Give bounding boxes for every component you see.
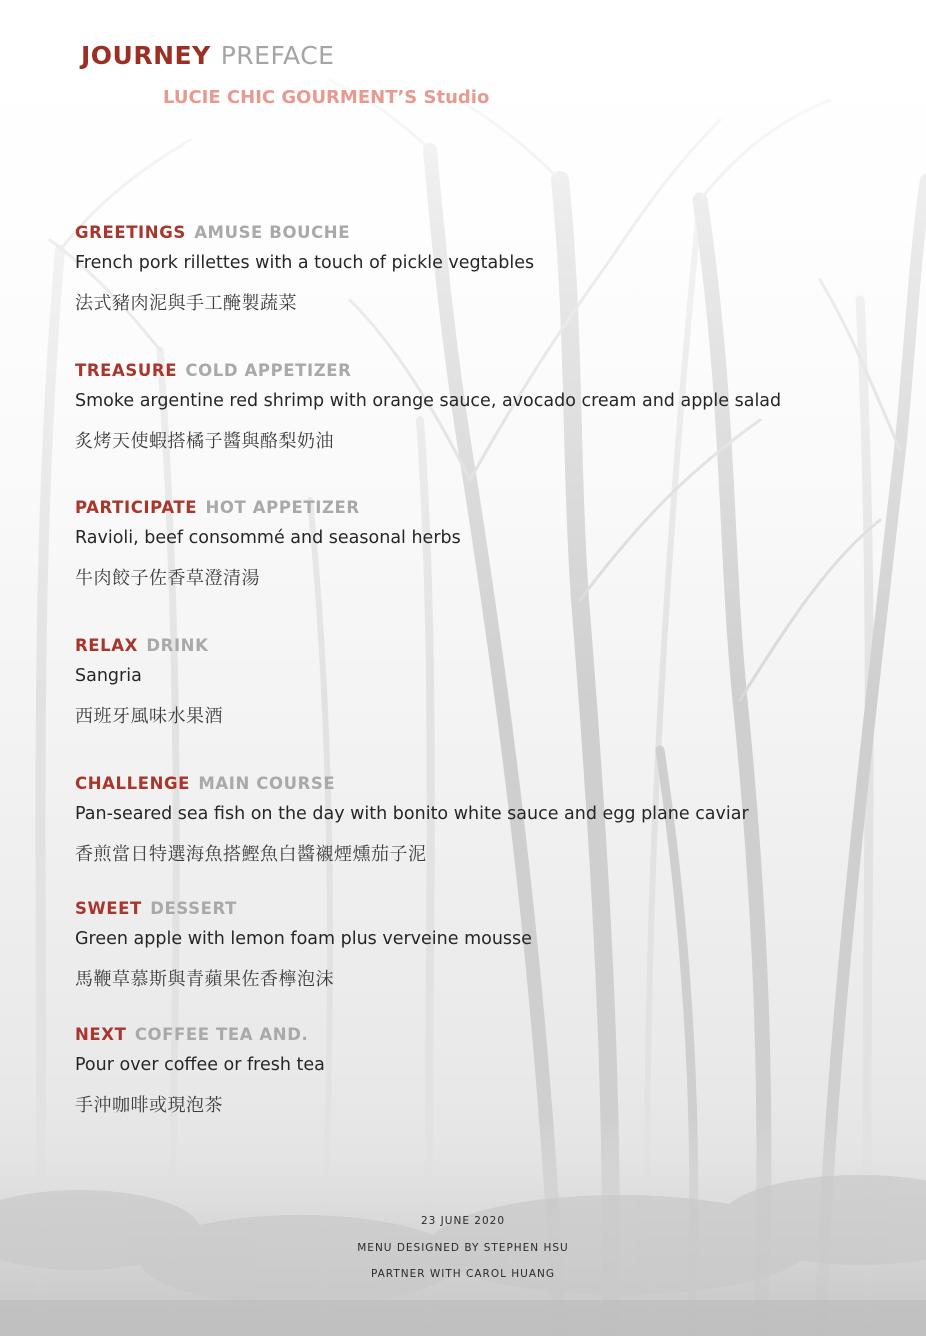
course-treasure: [75, 359, 895, 454]
course-next: [75, 1023, 895, 1118]
course-english: Green apple with lemon foam plus verveine mousse: [75, 929, 532, 949]
course-chinese: 牛肉餃子佐香草澄清湯: [75, 568, 260, 589]
course-english: Pour over coffee or fresh tea: [75, 1055, 325, 1075]
course-accent: GREETINGS: [75, 223, 186, 242]
footer-partner: PARTNER WITH CAROL HUANG: [370, 1268, 556, 1280]
course-heading: [75, 1023, 895, 1047]
footer-date: 23 JUNE 2020: [420, 1215, 506, 1227]
course-heading: [75, 634, 895, 658]
course-category: DRINK: [146, 636, 209, 655]
menu-subtitle: LUCIE CHIC GOURMENT’S Studio: [163, 87, 490, 108]
course-chinese: 法式豬肉泥與手工醃製蔬菜: [75, 293, 297, 314]
course-relax: [75, 634, 895, 729]
course-greetings: [75, 221, 895, 316]
course-accent: TREASURE: [75, 361, 178, 380]
course-accent: NEXT: [75, 1025, 127, 1044]
course-challenge: [75, 772, 895, 867]
course-heading: [75, 897, 895, 921]
course-category: HOT APPETIZER: [205, 498, 360, 517]
course-category: MAIN COURSE: [198, 774, 336, 793]
course-chinese: 炙烤天使蝦搭橘子醬與酪梨奶油: [75, 431, 334, 452]
course-chinese: 西班牙風味水果酒: [75, 706, 223, 727]
course-english: French pork rillettes with a touch of pickle vegtables: [75, 253, 535, 273]
course-accent: RELAX: [75, 636, 138, 655]
course-english: Ravioli, beef consommé and seasonal herbs: [75, 528, 461, 548]
course-sweet: [75, 897, 895, 992]
course-category: COLD APPETIZER: [185, 361, 352, 380]
menu-title-muted: PREFACE: [220, 41, 335, 70]
course-accent: PARTICIPATE: [75, 498, 198, 517]
course-chinese: 香煎當日特選海魚搭鰹魚白醬襯煙燻茄子泥: [75, 844, 427, 865]
course-heading: [75, 359, 895, 383]
course-participate: [75, 496, 895, 591]
course-category: AMUSE BOUCHE: [194, 223, 351, 242]
course-english: Pan-seared sea fish on the day with bonito white sauce and egg plane caviar: [75, 804, 749, 824]
menu-title-accent: JOURNEY: [81, 41, 211, 70]
course-accent: CHALLENGE: [75, 774, 191, 793]
course-heading: [75, 772, 895, 796]
course-english: Smoke argentine red shrimp with orange sauce, avocado cream and apple salad: [75, 391, 782, 411]
course-heading: [75, 496, 895, 520]
course-accent: SWEET: [75, 899, 142, 918]
course-chinese: 馬鞭草慕斯與青蘋果佐香檸泡沫: [75, 969, 334, 990]
footer-designer: MENU DESIGNED BY STEPHEN HSU: [357, 1242, 569, 1254]
course-category: COFFEE TEA AND.: [134, 1025, 309, 1044]
course-heading: [75, 221, 895, 245]
course-english: Sangria: [75, 666, 142, 686]
course-chinese: 手沖咖啡或現泡茶: [75, 1095, 223, 1116]
menu-title: [81, 41, 334, 70]
course-category: DESSERT: [150, 899, 237, 918]
